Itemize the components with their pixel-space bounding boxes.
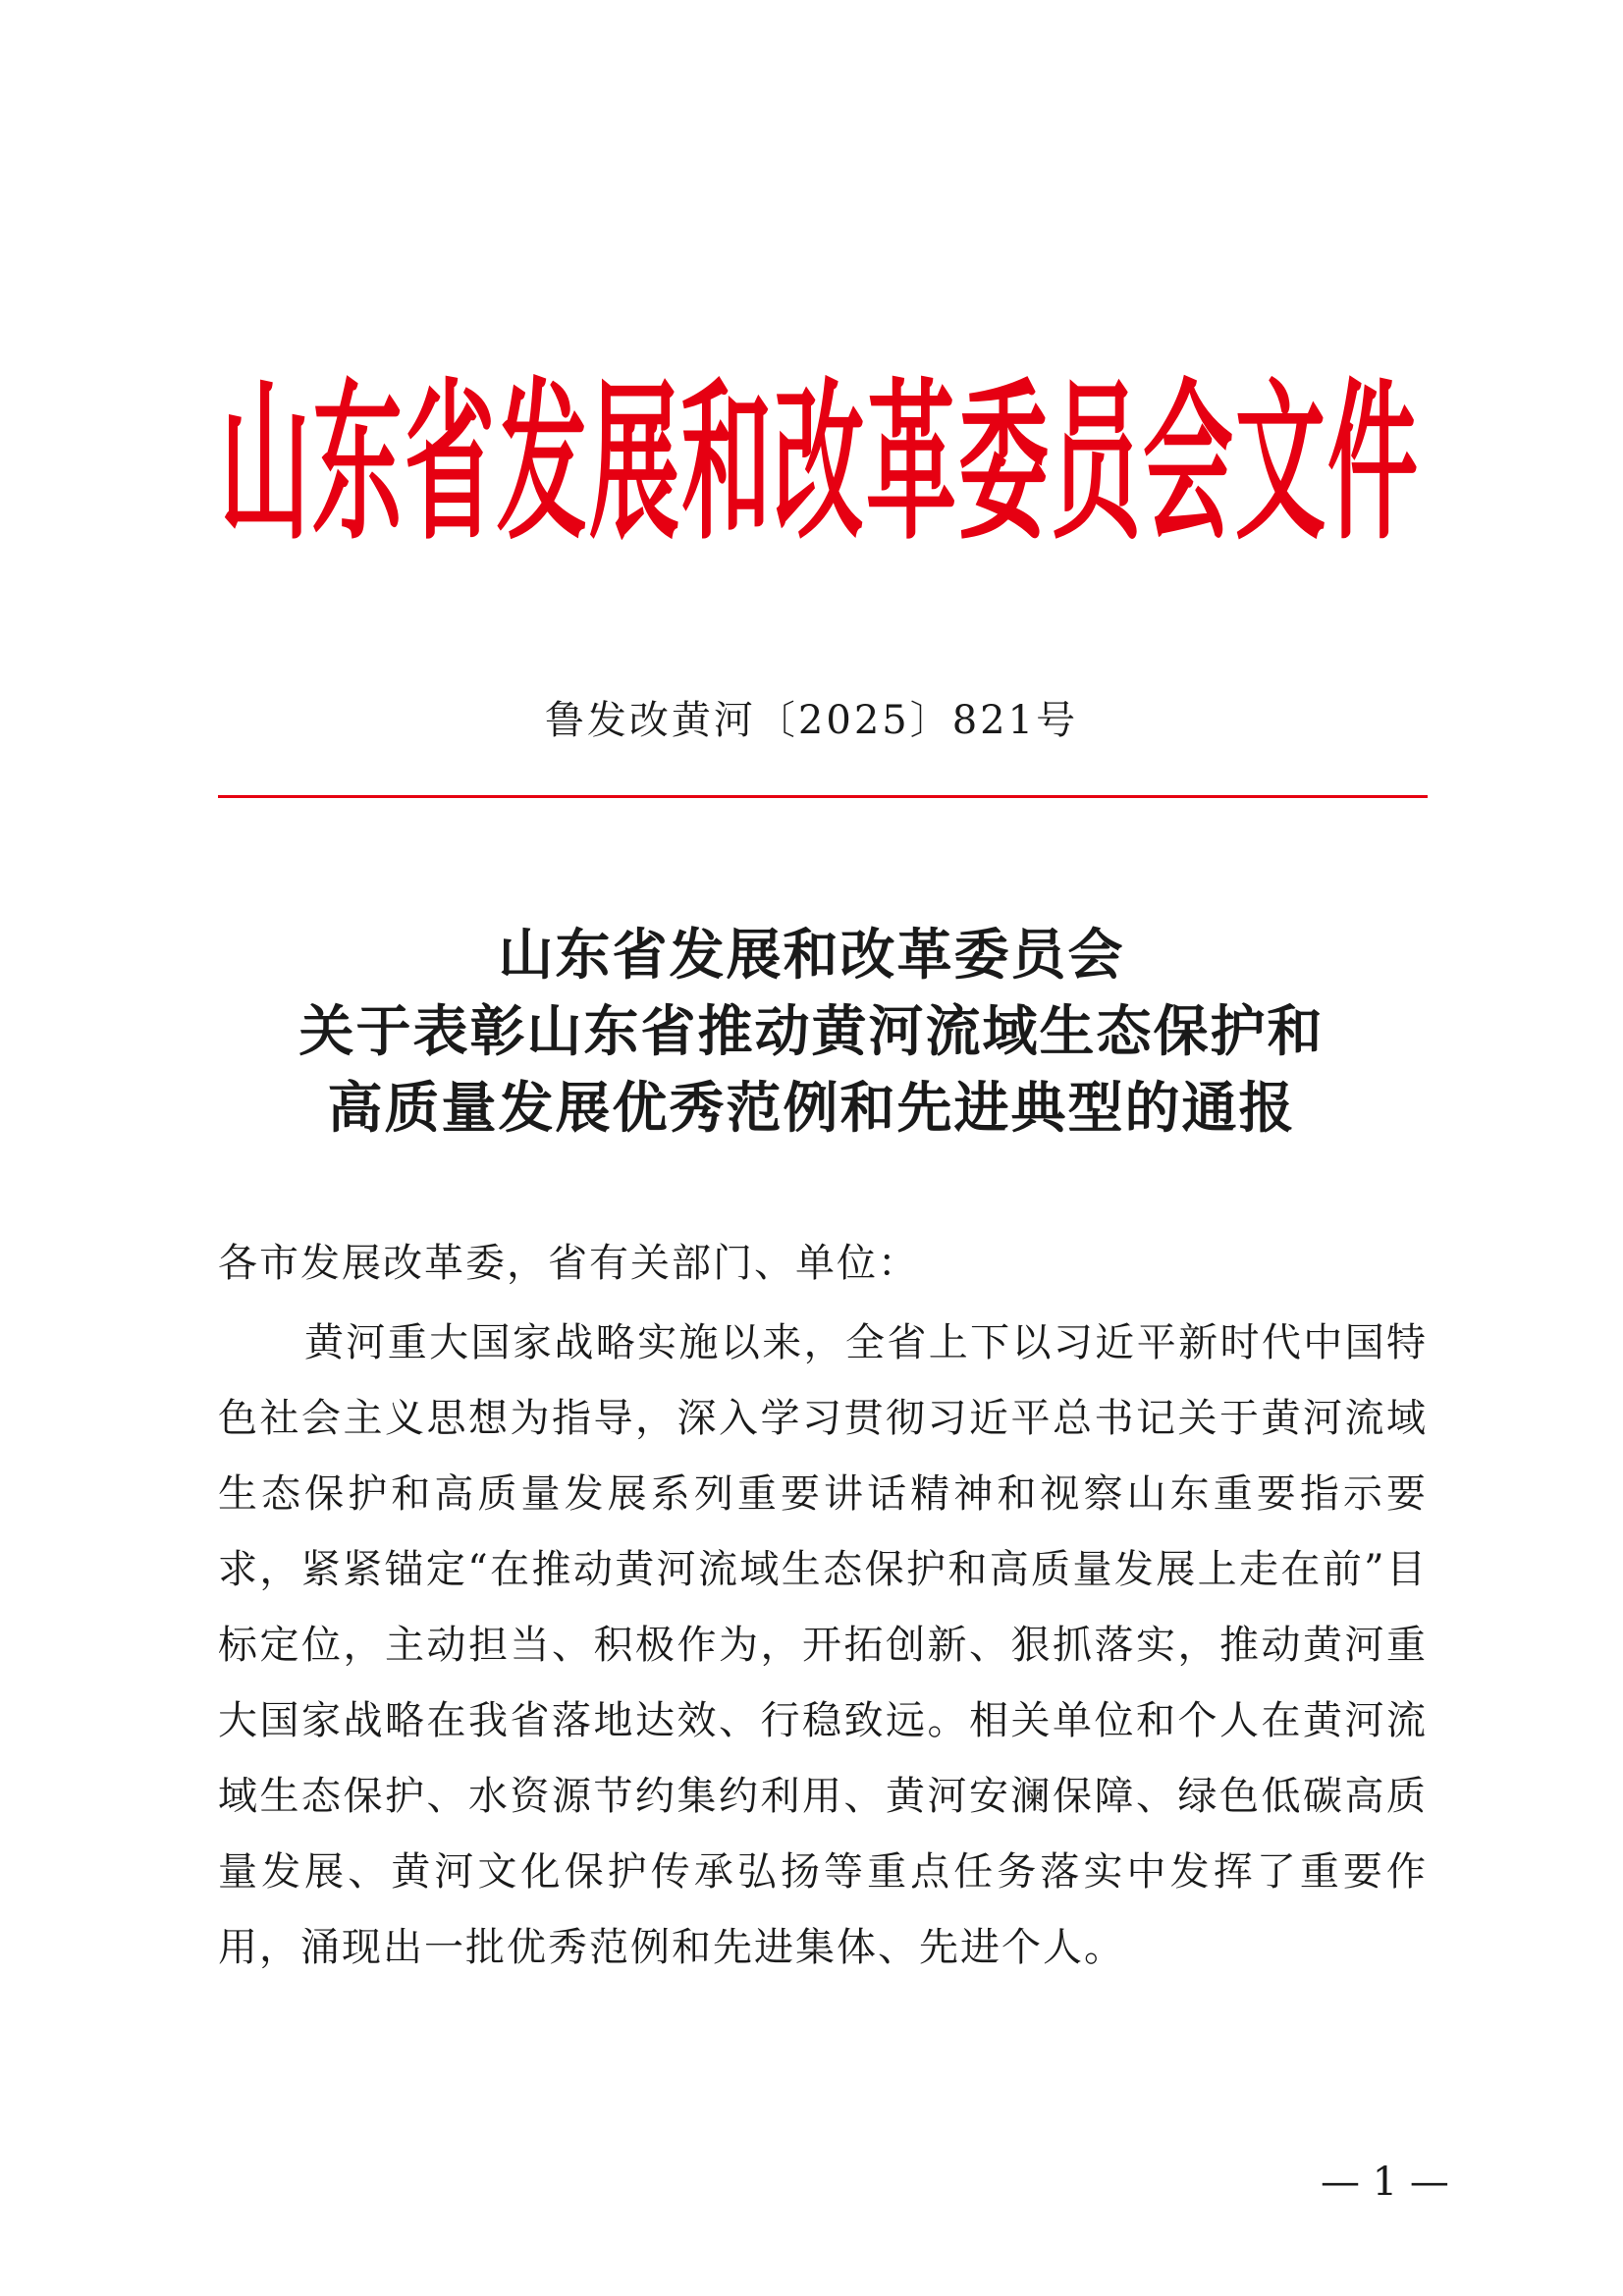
page-number: — 1 — xyxy=(1321,2160,1449,2205)
title-line-1: 山东省发展和改革委员会 xyxy=(498,924,1125,988)
document-title xyxy=(0,918,1623,1148)
salutation: 各市发展改革委，省有关部门、单位： xyxy=(218,1241,919,1286)
document-header-title: 山东省发展和改革委员会文件 xyxy=(219,361,1420,563)
title-line-3: 高质量发展优秀范例和先进典型的通报 xyxy=(327,1077,1296,1141)
red-divider-line xyxy=(218,795,1428,798)
document-number: 鲁发改黄河〔2025〕821号 xyxy=(544,698,1079,743)
title-line-2: 关于表彰山东省推动黄河流域生态保护和 xyxy=(298,1000,1325,1064)
body-paragraph: 黄河重大国家战略实施以来，全省上下以习近平新时代中国特色社会主义思想为指导，深入学习贯彻习近平总书记关于黄河流域生态保护和高质量发展系列重要讲话精神和视察山东重要指示要求，紧紧锚定“在推动黄河流域生态保护和高质量发展上走在前”目标定位，主动担当、积极作为，开拓创新、狠抓落实，推动黄河重大国家战略在我省落地达效、行稳致远。相关单位和个人在黄河流域生态保护、水资源节约集约利用、黄河安澜保障、绿色低碳高质量发展、黄河文化保护传承弘扬等重点任务落实中发挥了重要作用，涌现出一批优秀范例和先进集体、先进个人。 xyxy=(218,1320,1428,1970)
